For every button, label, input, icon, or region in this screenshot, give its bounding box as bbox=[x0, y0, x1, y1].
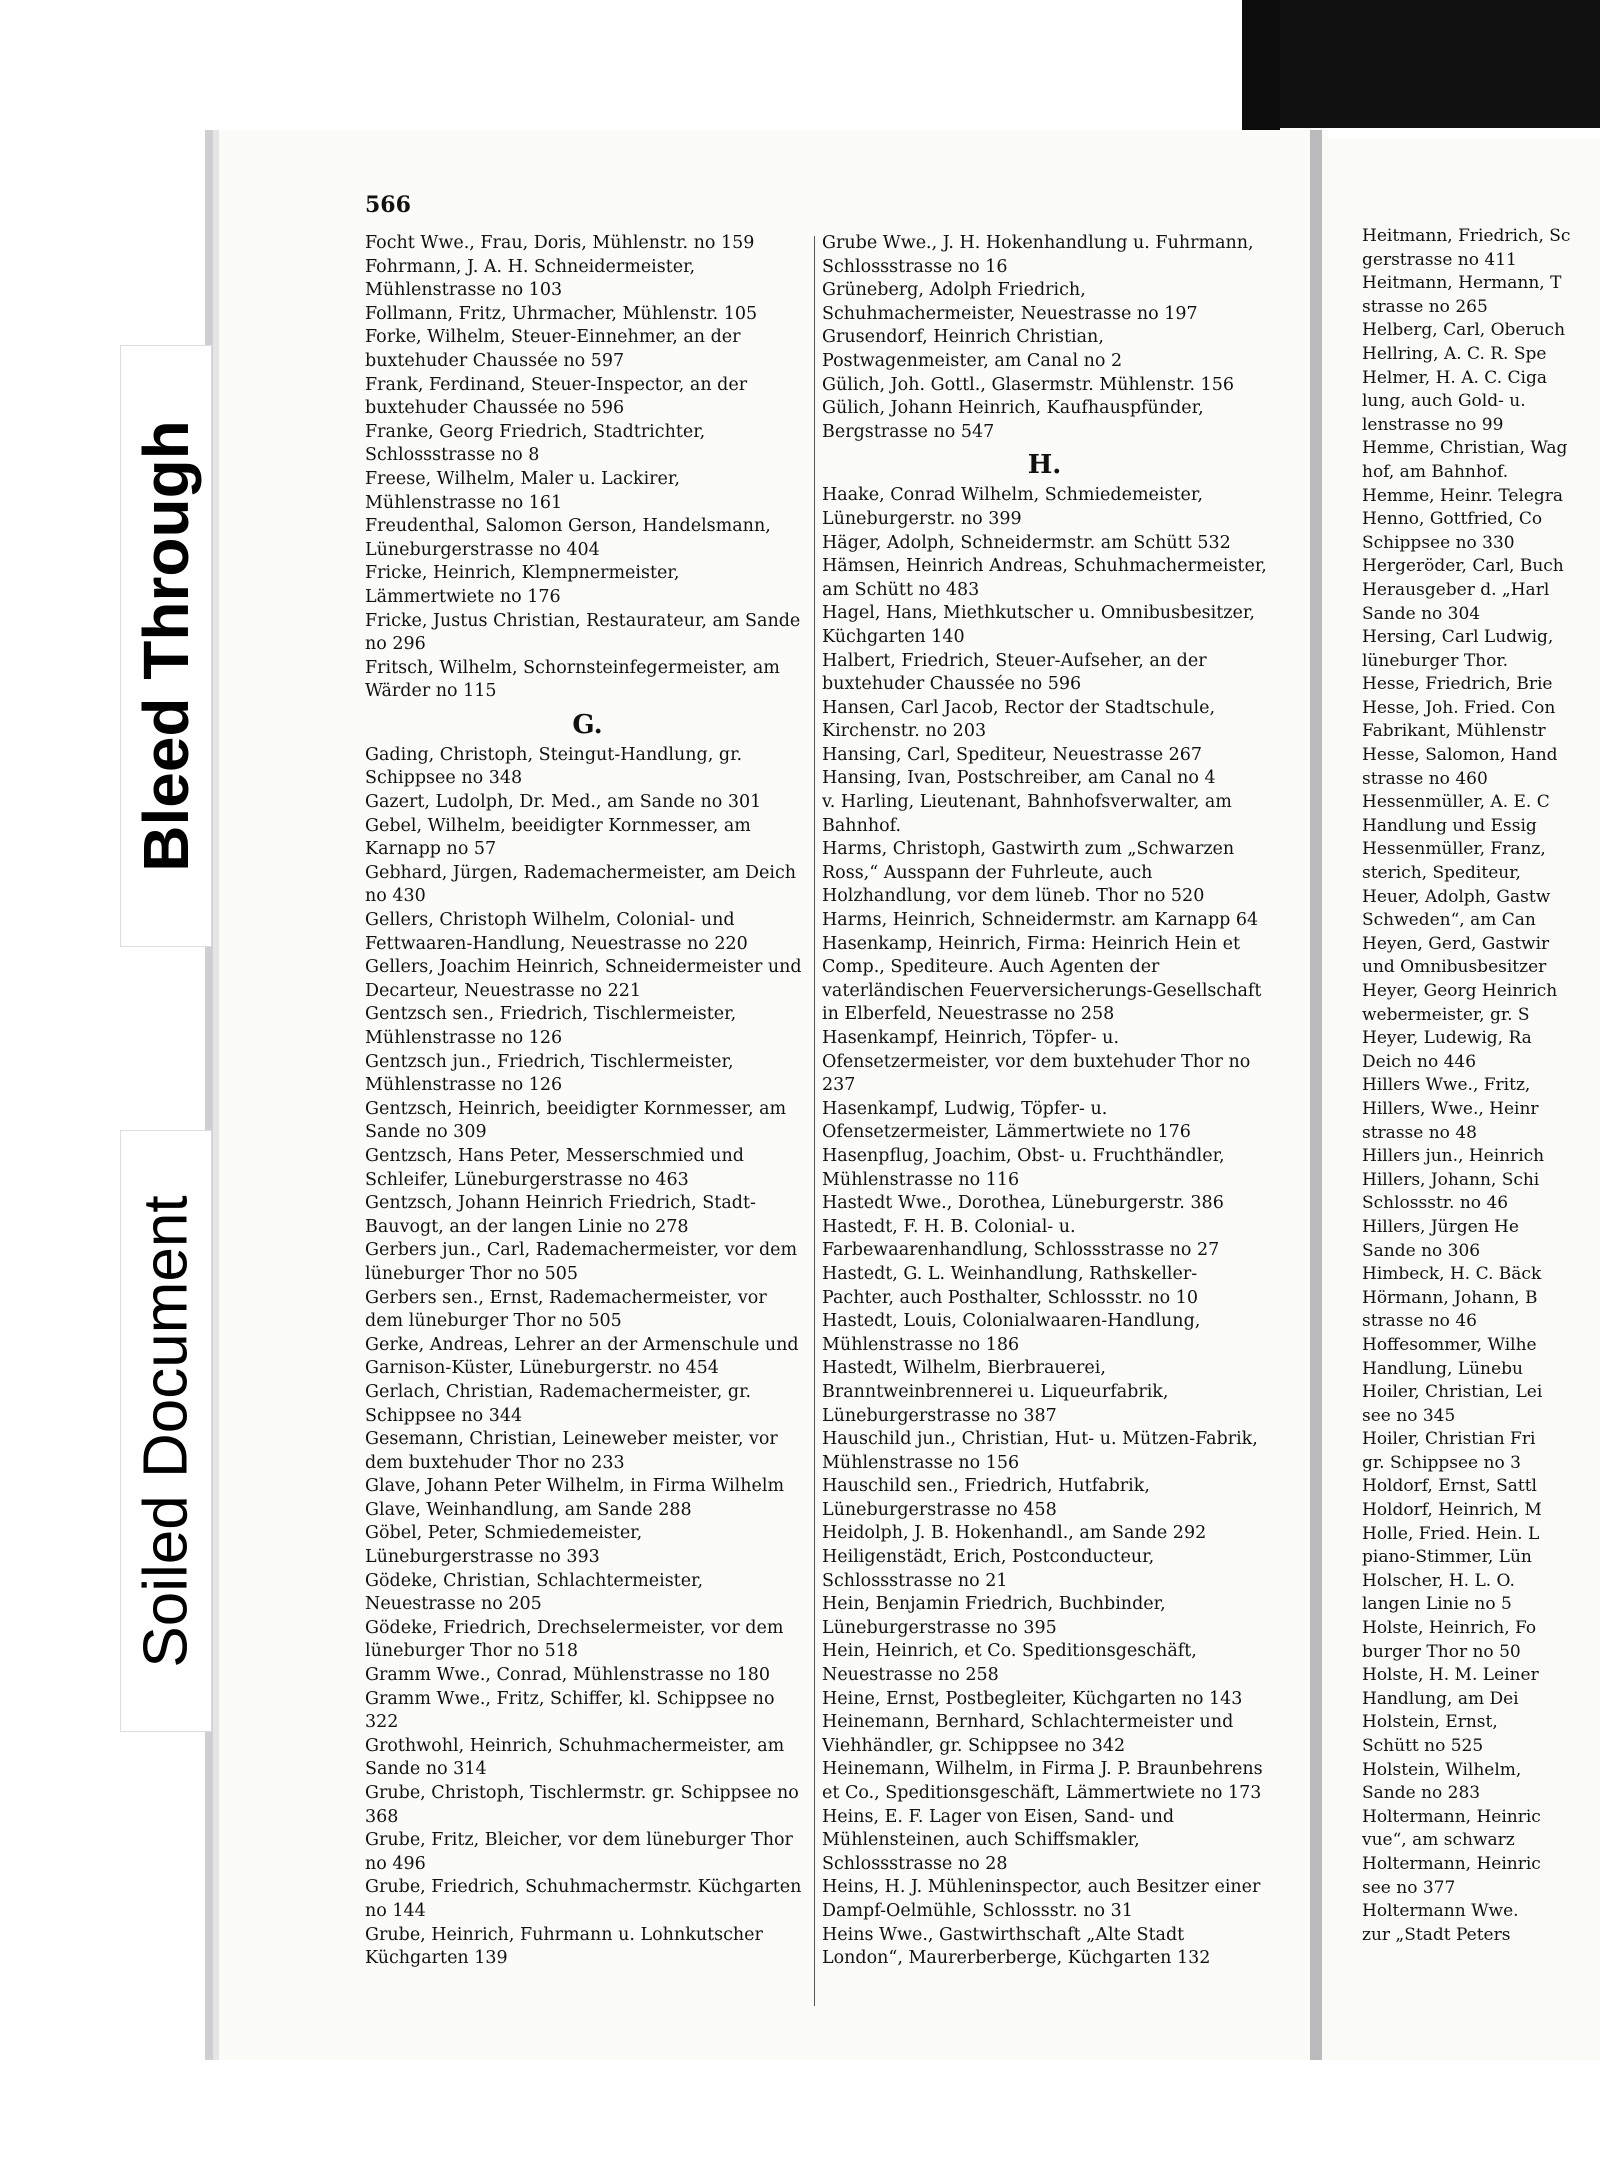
directory-entry: Fricke, Heinrich, Klempnermeister, Lämmertwiete no 176 bbox=[365, 563, 680, 607]
directory-entry: Hastedt, F. H. B. Colonial- u. Farbewaarenhandlung, Schlossstrasse no 27 bbox=[822, 1216, 1220, 1261]
column-divider bbox=[814, 236, 815, 2006]
directory-entry: Harms, Heinrich, Schneidermstr. am Karnapp 64 bbox=[822, 910, 1259, 931]
directory-entry: Gebhard, Jürgen, Rademachermeister, am Deich no 430 bbox=[365, 862, 797, 907]
directory-entry: Gerlach, Christian, Rademachermeister, gr. Schippsee no 344 bbox=[365, 1381, 752, 1426]
column-2 bbox=[822, 232, 1267, 1971]
directory-entry: Hansing, Ivan, Postschreiber, am Canal no 4 bbox=[822, 768, 1216, 789]
directory-line: Hessenmüller, Franz, bbox=[1362, 839, 1546, 860]
gutter bbox=[1310, 130, 1322, 2060]
directory-entry: Gülich, Joh. Gottl., Glasermstr. Mühlenstr. 156 bbox=[822, 374, 1235, 395]
directory-entry: Göbel, Peter, Schmiedemeister, Lüneburgerstrasse no 393 bbox=[365, 1523, 643, 1568]
directory-line: Himbeck, H. C. Bäck bbox=[1362, 1264, 1542, 1285]
directory-line: Hesse, Salomon, Hand bbox=[1362, 745, 1558, 766]
directory-line: Heitmann, Hermann, T bbox=[1362, 273, 1562, 294]
directory-entry: Gerbers sen., Ernst, Rademachermeister, vor dem lüneburger Thor no 505 bbox=[365, 1287, 767, 1332]
directory-line: Sande no 283 bbox=[1362, 1783, 1481, 1804]
directory-entry: Gentzsch, Heinrich, beeidigter Kornmesser, am Sande no 309 bbox=[365, 1098, 787, 1143]
directory-entry: Gazert, Ludolph, Dr. Med., am Sande no 301 bbox=[365, 792, 762, 813]
directory-entry: Harms, Christoph, Gastwirth zum „Schwarzen Ross,“ Ausspann der Fuhrleute, auch Holzhandlung, vor dem lüneb. Thor no 520 bbox=[822, 839, 1235, 907]
directory-entry: Hastedt, G. L. Weinhandlung, Rathskeller-Pachter, auch Posthalter, Schlossstr. no 10 bbox=[822, 1263, 1199, 1308]
directory-entry: v. Harling, Lieutenant, Bahnhofsverwalter, am Bahnhof. bbox=[822, 792, 1232, 836]
scanner-edge-top bbox=[1280, 0, 1600, 128]
directory-entry: Fricke, Justus Christian, Restaurateur, am Sande no 296 bbox=[365, 610, 801, 655]
directory-entry: Gerbers jun., Carl, Rademachermeister, vor dem lüneburger Thor no 505 bbox=[365, 1240, 798, 1284]
directory-entry: Hansing, Carl, Spediteur, Neuestrasse 267 bbox=[822, 744, 1203, 765]
directory-entry: Hein, Benjamin Friedrich, Buchbinder, Lüneburgerstrasse no 395 bbox=[822, 1594, 1166, 1638]
directory-entry: Grube, Fritz, Bleicher, vor dem lüneburger Thor no 496 bbox=[365, 1830, 793, 1874]
directory-line: Hillers, Wwe., Heinr bbox=[1362, 1098, 1539, 1119]
bleed-through-label bbox=[120, 345, 212, 947]
directory-entry: Gentzsch sen., Friedrich, Tischlermeister, Mühlenstrasse no 126 bbox=[365, 1004, 737, 1048]
directory-entry: Haake, Conrad Wilhelm, Schmiedemeister, Lüneburgerstr. no 399 bbox=[822, 485, 1203, 529]
directory-line: vue“, am schwarz bbox=[1362, 1830, 1515, 1851]
directory-line: Hillers, Johann, Schi bbox=[1362, 1169, 1540, 1190]
directory-entry: Grube, Christoph, Tischlermstr. gr. Schippsee no 368 bbox=[365, 1783, 799, 1827]
directory-line: lung, auch Gold- u. bbox=[1362, 391, 1526, 412]
directory-entry: Franke, Georg Friedrich, Stadtrichter, Schlossstrasse no 8 bbox=[365, 421, 706, 466]
directory-entry: Gödeke, Friedrich, Drechselermeister, vor dem lüneburger Thor no 518 bbox=[365, 1617, 784, 1662]
directory-line: Hörmann, Johann, B bbox=[1362, 1287, 1538, 1308]
directory-entry: Grube, Heinrich, Fuhrmann u. Lohnkutscher Küchgarten 139 bbox=[365, 1924, 763, 1969]
directory-line: Hersing, Carl Ludwig, bbox=[1362, 627, 1554, 648]
directory-entry: Hansen, Carl Jacob, Rector der Stadtschule, Kirchenstr. no 203 bbox=[822, 697, 1216, 742]
directory-line: Helberg, Carl, Oberuch bbox=[1362, 320, 1566, 341]
directory-line: Holstein, Wilhelm, bbox=[1362, 1759, 1522, 1780]
directory-line: Holste, Heinrich, Fo bbox=[1362, 1618, 1537, 1639]
directory-line: Heyer, Georg Heinrich bbox=[1362, 981, 1558, 1001]
directory-line: Schlossstr. no 46 bbox=[1362, 1193, 1509, 1214]
soiled-document-text: Soiled Document bbox=[131, 1194, 201, 1668]
directory-line: strasse no 48 bbox=[1362, 1122, 1477, 1143]
directory-line: Holle, Fried. Hein. L bbox=[1362, 1523, 1540, 1544]
directory-line: Herausgeber d. „Harl bbox=[1362, 579, 1550, 600]
directory-line: webermeister, gr. S bbox=[1362, 1004, 1530, 1025]
directory-line: Deich no 446 bbox=[1362, 1051, 1477, 1072]
directory-line: Handlung, am Dei bbox=[1362, 1688, 1519, 1709]
directory-line: hof, am Bahnhof. bbox=[1362, 461, 1509, 482]
directory-entry: Focht Wwe., Frau, Doris, Mühlenstr. no 159 bbox=[365, 233, 755, 253]
directory-line: lüneburger Thor. bbox=[1362, 650, 1509, 671]
directory-line: see no 345 bbox=[1362, 1405, 1456, 1426]
directory-line: Holtermann, Heinric bbox=[1362, 1806, 1541, 1827]
directory-entry: Hastedt, Louis, Colonialwaaren-Handlung, Mühlenstrasse no 186 bbox=[822, 1311, 1201, 1355]
directory-entry: Heidolph, J. B. Hokenhandl., am Sande 292 bbox=[822, 1523, 1207, 1544]
directory-entry: Heine, Ernst, Postbegleiter, Küchgarten no 143 bbox=[822, 1688, 1243, 1709]
directory-entry: Gentzsch, Johann Heinrich Friedrich, Stadt-Bauvogt, an der langen Linie no 278 bbox=[365, 1193, 756, 1237]
directory-entry: Heinemann, Wilhelm, in Firma J. P. Braunbehrens et Co., Speditionsgeschäft, Lämmertwiete no 173 bbox=[822, 1759, 1263, 1803]
directory-line: zur „Stadt Peters bbox=[1362, 1924, 1511, 1945]
directory-entry: Gellers, Christoph Wilhelm, Colonial- und Fettwaaren-Handlung, Neuestrasse no 220 bbox=[365, 910, 748, 954]
directory-entry: Hasenkamp, Heinrich, Firma: Heinrich Hein et Comp., Spediteure. Auch Agenten der vaterländischen Feuerversicherungs-Gesellschaft in Elberfeld, Neuestrasse no 258 bbox=[822, 933, 1262, 1025]
directory-line: Schweden“, am Can bbox=[1362, 910, 1536, 931]
directory-entry: Grothwohl, Heinrich, Schuhmachermeister, am Sande no 314 bbox=[365, 1735, 785, 1780]
directory-entry: Hastedt, Wilhelm, Bierbrauerei, Branntweinbrennerei u. Liqueurfabrik, Lüneburgerstrasse no 387 bbox=[822, 1358, 1169, 1426]
directory-entry: Freese, Wilhelm, Maler u. Lackirer, Mühlenstrasse no 161 bbox=[365, 468, 680, 513]
directory-line: Heitmann, Friedrich, Sc bbox=[1362, 226, 1571, 246]
directory-line: burger Thor no 50 bbox=[1362, 1641, 1521, 1662]
directory-line: Hessenmüller, A. E. C bbox=[1362, 792, 1550, 813]
directory-line: Hemme, Heinr. Telegra bbox=[1362, 485, 1564, 506]
directory-entry: Gödeke, Christian, Schlachtermeister, Neuestrasse no 205 bbox=[365, 1570, 704, 1615]
directory-line: Schippsee no 330 bbox=[1362, 532, 1515, 553]
directory-line: langen Linie no 5 bbox=[1362, 1594, 1512, 1615]
directory-line: gr. Schippsee no 3 bbox=[1362, 1452, 1521, 1473]
directory-line: Handlung, Lünebu bbox=[1362, 1358, 1523, 1379]
directory-line: piano-Stimmer, Lün bbox=[1362, 1547, 1532, 1568]
directory-entry: Grüneberg, Adolph Friedrich, Schuhmachermeister, Neuestrasse no 197 bbox=[822, 280, 1198, 324]
directory-entry: Hasenkampf, Heinrich, Töpfer- u. Ofensetzermeister, vor dem buxtehuder Thor no 237 bbox=[822, 1028, 1251, 1096]
directory-entry: Heins, E. F. Lager von Eisen, Sand- und Mühlensteinen, auch Schiffsmakler, Schlossstrasse no 28 bbox=[822, 1806, 1175, 1874]
directory-line: Sande no 306 bbox=[1362, 1240, 1481, 1261]
directory-line: Heuer, Adolph, Gastw bbox=[1362, 886, 1551, 907]
column-1 bbox=[365, 232, 810, 1971]
directory-entry: Heiligenstädt, Erich, Postconducteur, Schlossstrasse no 21 bbox=[822, 1547, 1155, 1591]
directory-line: Hemme, Christian, Wag bbox=[1362, 438, 1568, 459]
directory-entry: Gülich, Johann Heinrich, Kaufhauspfünder, Bergstrasse no 547 bbox=[822, 398, 1204, 442]
directory-line: Hellring, A. C. R. Spe bbox=[1362, 343, 1547, 364]
directory-line: gerstrasse no 411 bbox=[1362, 249, 1517, 270]
directory-line: see no 377 bbox=[1362, 1877, 1456, 1898]
directory-entry: Gesemann, Christian, Leineweber meister, vor dem buxtehuder Thor no 233 bbox=[365, 1429, 778, 1473]
bleed-through-text: Bleed Through bbox=[130, 420, 202, 872]
directory-line: strasse no 265 bbox=[1362, 296, 1488, 317]
directory-entry: Fritsch, Wilhelm, Schornsteinfegermeister, am Wärder no 115 bbox=[365, 657, 780, 702]
directory-line: strasse no 46 bbox=[1362, 1311, 1477, 1332]
directory-entry: Hämsen, Heinrich Andreas, Schuhmachermeister, am Schütt no 483 bbox=[822, 556, 1267, 600]
directory-line: Hoiler, Christian Fri bbox=[1362, 1429, 1536, 1450]
directory-line: Schütt no 525 bbox=[1362, 1736, 1484, 1756]
directory-entry: Gebel, Wilhelm, beeidigter Kornmesser, am Karnapp no 57 bbox=[365, 815, 751, 860]
directory-entry: Fohrmann, J. A. H. Schneidermeister, Mühlenstrasse no 103 bbox=[365, 256, 696, 301]
directory-entry: Hein, Heinrich, et Co. Speditionsgeschäft, Neuestrasse no 258 bbox=[822, 1641, 1197, 1686]
directory-entry: Grusendorf, Heinrich Christian, Postwagenmeister, am Canal no 2 bbox=[822, 327, 1123, 371]
section-letter-heading: G. bbox=[572, 709, 603, 740]
directory-line: Heyer, Ludewig, Ra bbox=[1362, 1028, 1532, 1049]
directory-line: Helmer, H. A. C. Ciga bbox=[1362, 367, 1547, 388]
directory-entry: Freudenthal, Salomon Gerson, Handelsmann, Lüneburgerstrasse no 404 bbox=[365, 516, 771, 560]
directory-line: Heyen, Gerd, Gastwir bbox=[1362, 933, 1550, 954]
directory-entry: Follmann, Fritz, Uhrmacher, Mühlenstr. 105 bbox=[365, 303, 758, 324]
directory-entry: Hasenpflug, Joachim, Obst- u. Fruchthändler, Mühlenstrasse no 116 bbox=[822, 1145, 1225, 1190]
directory-entry: Gramm Wwe., Conrad, Mühlenstrasse no 180 bbox=[365, 1665, 771, 1686]
column-3 bbox=[1362, 225, 1600, 1947]
directory-line: Hoffesommer, Wilhe bbox=[1362, 1334, 1537, 1355]
directory-entry: Gentzsch, Hans Peter, Messerschmied und Schleifer, Lüneburgerstrasse no 463 bbox=[365, 1145, 744, 1190]
directory-line: Sande no 304 bbox=[1362, 603, 1481, 624]
page-number: 566 bbox=[365, 192, 411, 218]
directory-line: strasse no 460 bbox=[1362, 768, 1488, 789]
directory-entry: Hauschild sen., Friedrich, Hutfabrik, Lüneburgerstrasse no 458 bbox=[822, 1476, 1150, 1520]
directory-entry: Frank, Ferdinand, Steuer-Inspector, an der buxtehuder Chaussée no 596 bbox=[365, 374, 748, 419]
soiled-document-label bbox=[120, 1130, 212, 1732]
directory-line: Fabrikant, Mühlenstr bbox=[1362, 721, 1546, 742]
directory-entry: Grube Wwe., J. H. Hokenhandlung u. Fuhrmann, Schlossstrasse no 16 bbox=[822, 233, 1254, 277]
directory-entry: Gentzsch jun., Friedrich, Tischlermeister, Mühlenstrasse no 126 bbox=[365, 1051, 734, 1096]
directory-line: Handlung und Essig bbox=[1362, 815, 1537, 836]
directory-line: Hillers jun., Heinrich bbox=[1362, 1146, 1545, 1167]
directory-line: und Omnibusbesitzer bbox=[1362, 957, 1547, 978]
section-letter-heading: H. bbox=[1027, 450, 1062, 481]
directory-entry: Gerke, Andreas, Lehrer an der Armenschule und Garnison-Küster, Lüneburgerstr. no 454 bbox=[365, 1334, 799, 1379]
directory-entry: Gading, Christoph, Steingut-Handlung, gr. Schippsee no 348 bbox=[365, 744, 743, 789]
directory-line: Hergeröder, Carl, Buch bbox=[1362, 556, 1564, 577]
directory-line: Hesse, Friedrich, Brie bbox=[1362, 674, 1553, 695]
directory-entry: Hastedt Wwe., Dorothea, Lüneburgerstr. 386 bbox=[822, 1193, 1224, 1214]
directory-entry: Heins Wwe., Gastwirthschaft „Alte Stadt London“, Maurerberberge, Küchgarten 132 bbox=[822, 1924, 1211, 1969]
directory-line: sterich, Spediteur, bbox=[1362, 863, 1521, 884]
directory-line: Holste, H. M. Leiner bbox=[1362, 1665, 1539, 1686]
directory-entry: Gellers, Joachim Heinrich, Schneidermeister und Decarteur, Neuestrasse no 221 bbox=[365, 957, 802, 1001]
directory-entry: Häger, Adolph, Schneidermstr. am Schütt 532 bbox=[822, 532, 1231, 553]
scanner-edge-left bbox=[1242, 0, 1280, 130]
directory-entry: Hasenkampf, Ludwig, Töpfer- u. Ofensetzermeister, Lämmertwiete no 176 bbox=[822, 1098, 1191, 1143]
directory-line: Holdorf, Ernst, Sattl bbox=[1362, 1476, 1537, 1497]
directory-line: Holscher, H. L. O. bbox=[1362, 1570, 1515, 1591]
directory-line: Henno, Gottfried, Co bbox=[1362, 509, 1543, 530]
directory-entry: Glave, Johann Peter Wilhelm, in Firma Wilhelm Glave, Weinhandlung, am Sande 288 bbox=[365, 1476, 785, 1520]
directory-line: Hillers, Jürgen He bbox=[1362, 1216, 1519, 1237]
directory-entry: Heins, H. J. Mühleninspector, auch Besitzer einer Dampf-Oelmühle, Schlossstr. no 31 bbox=[822, 1877, 1261, 1921]
directory-line: Hoiler, Christian, Lei bbox=[1362, 1382, 1543, 1403]
directory-line: Holtermann Wwe. bbox=[1362, 1901, 1519, 1922]
directory-entry: Forke, Wilhelm, Steuer-Einnehmer, an der buxtehuder Chaussée no 597 bbox=[365, 327, 741, 371]
directory-entry: Gramm Wwe., Fritz, Schiffer, kl. Schippsee no 322 bbox=[365, 1688, 775, 1733]
directory-entry: Halbert, Friedrich, Steuer-Aufseher, an der buxtehuder Chaussée no 596 bbox=[822, 650, 1207, 695]
directory-line: Holstein, Ernst, bbox=[1362, 1712, 1498, 1733]
directory-entry: Heinemann, Bernhard, Schlachtermeister und Viehhändler, gr. Schippsee no 342 bbox=[822, 1712, 1234, 1756]
directory-entry: Hagel, Hans, Miethkutscher u. Omnibusbesitzer, Küchgarten 140 bbox=[822, 603, 1255, 647]
directory-line: Hillers Wwe., Fritz, bbox=[1362, 1075, 1531, 1096]
directory-entry: Hauschild jun., Christian, Hut- u. Mützen-Fabrik, Mühlenstrasse no 156 bbox=[822, 1429, 1258, 1473]
directory-line: Holtermann, Heinric bbox=[1362, 1853, 1541, 1874]
directory-entry: Grube, Friedrich, Schuhmachermstr. Küchgarten no 144 bbox=[365, 1877, 802, 1921]
directory-line: lenstrasse no 99 bbox=[1362, 414, 1504, 435]
directory-line: Hesse, Joh. Fried. Con bbox=[1362, 697, 1556, 718]
directory-line: Holdorf, Heinrich, M bbox=[1362, 1500, 1542, 1521]
